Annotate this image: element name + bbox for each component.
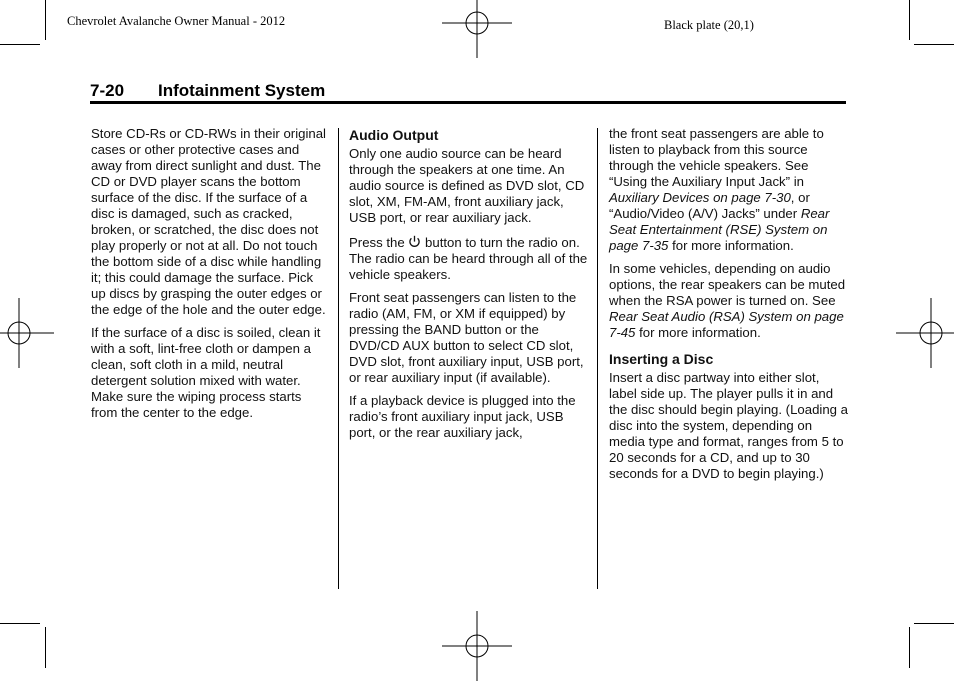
section-title: Infotainment System (158, 81, 326, 100)
column-divider-2 (597, 128, 598, 589)
link-rear-seat-audio[interactable]: Rear Seat Audio (RSA) System on page 7-45 (609, 309, 844, 340)
text-playback-b: , or “Audio/Video (A/V) Jacks” under (609, 190, 810, 221)
text-rear-speakers-a: In some vehicles, depending on audio options, the rear speakers can be muted when the RSA power is turned on. See (609, 261, 846, 308)
paragraph-playback-continued (609, 126, 849, 254)
column-2 (349, 126, 591, 448)
header-rule (90, 101, 846, 104)
paragraph-front-seat-listen: Front seat passengers can listen to the radio (AM, FM, or XM if equipped) by pressing the BAND button or the DVD/CD AUX button to select CD slot, DVD slot, front auxiliary input, USB port, or rear auxiliary input (if available). (349, 290, 584, 385)
crop-mark-tr-horizontal (914, 44, 954, 45)
page-number: 7-20 (90, 81, 125, 100)
crop-mark-br-vertical (909, 627, 910, 668)
heading-audio-output: Audio Output (349, 127, 439, 143)
heading-inserting-disc: Inserting a Disc (609, 351, 714, 367)
crop-mark-bl-horizontal (0, 623, 40, 624)
paragraph-power-button (349, 235, 591, 283)
column-1 (91, 126, 331, 428)
crop-mark-tl-vertical (45, 0, 46, 40)
text-rear-speakers-b: for more information. (635, 325, 761, 340)
text-playback-a: the front seat passengers are able to listen to playback from this source through the vehicle speakers. See “Using the Auxiliary Input Jack” in (609, 126, 824, 189)
column-3 (609, 126, 849, 489)
text-playback-c: for more information. (668, 238, 794, 253)
running-header-right: Black plate (20,1) (664, 18, 754, 32)
crop-mark-tl-horizontal (0, 44, 40, 45)
paragraph-disc-cleaning: If the surface of a disc is soiled, clean it with a soft, lint-free cloth or dampen a clean, soft cloth in a mild, neutral detergent solution mixed with water. Make sure the wiping process starts from the center to the edge. (91, 325, 321, 420)
paragraph-inserting-disc: Insert a disc partway into either slot, label side up. The player pulls it in and the disc should begin playing. (Loading a disc into the system, depending on media type and format, ranges from 5 to 20 seconds for a CD, and up to 30 seconds for a DVD to begin playing.) (609, 370, 849, 481)
paragraph-disc-storage: Store CD-Rs or CD-RWs in their original cases or other protective cases and away from direct sunlight and dust. The CD or DVD player scans the bottom surface of the disc. If the surface of a disc is damaged, such as cracked, broken, or scratched, the disc does not play properly or not at all. Do not touch the bottom side of a disc while handling it; this could damage the surface. Pick up discs by grasping the outer edges or the edge of the hole and the outer edge. (91, 126, 326, 317)
registration-mark-bottom-icon (442, 611, 512, 681)
power-text-before: Press the (349, 235, 409, 250)
link-auxiliary-devices[interactable]: Auxiliary Devices on page 7-30 (609, 190, 791, 205)
column-divider-1 (338, 128, 339, 589)
registration-mark-top-icon (442, 0, 512, 58)
paragraph-rear-speakers (609, 261, 849, 341)
running-header-left: Chevrolet Avalanche Owner Manual - 2012 (67, 14, 286, 28)
crop-mark-br-horizontal (914, 623, 954, 624)
paragraph-audio-source: Only one audio source can be heard through the speakers at one time. An audio source is defined as DVD slot, CD slot, XM, FM-AM, front auxiliary jack, USB port, or rear auxiliary jack. (349, 146, 585, 225)
power-icon (408, 235, 421, 248)
crop-mark-bl-vertical (45, 627, 46, 668)
registration-mark-right-icon (896, 298, 954, 368)
paragraph-playback-device: If a playback device is plugged into the radio’s front auxiliary input jack, USB port, or the rear auxiliary jack, (349, 393, 576, 440)
registration-mark-left-icon (0, 298, 54, 368)
crop-mark-tr-vertical (909, 0, 910, 40)
power-text-after: button to turn the radio on. The radio can be heard through all of the vehicle speakers. (349, 235, 588, 282)
link-rear-seat-entertainment[interactable]: Rear Seat Entertainment (RSE) System on page 7-35 (609, 206, 830, 253)
